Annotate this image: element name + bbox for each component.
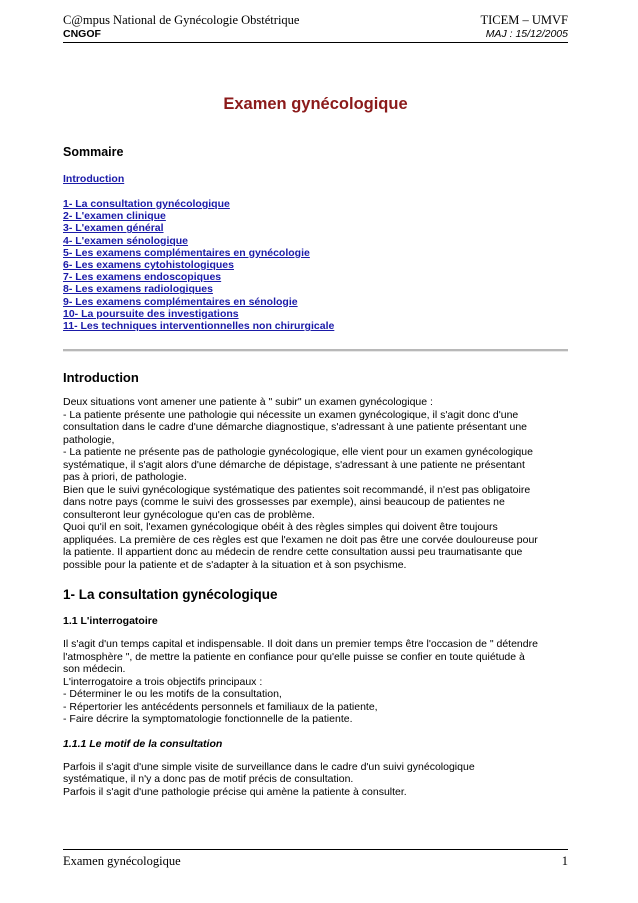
text-line: - Faire décrire la symptomatologie fonctionnelle de la patiente. <box>63 713 353 726</box>
text-line: systématique, il s'agit alors d'une démarche de dépistage, s'adressant à une patiente ne présentant <box>63 458 525 471</box>
text-line: la patiente. Il appartient donc au médecin de rendre cette consultation aussi peu traumatisante que <box>63 546 523 559</box>
text-line: - La patiente ne présente pas de pathologie gynécologique, elle vient pour un examen gynécologique <box>63 446 533 459</box>
toc-link-6[interactable]: 6- Les examens cytohistologiques <box>63 259 234 272</box>
page-number: 1 <box>561 854 568 868</box>
text-line: Bien que le suivi gynécologique systématique des patientes soit recommandé, il n'est pas obligatoire <box>63 483 531 496</box>
page-content <box>63 88 568 798</box>
page-footer <box>63 849 568 869</box>
subsection-1-1-1-body <box>63 761 568 799</box>
text-line: Quoi qu'il en soit, l'examen gynécologique obéit à des règles simples qui doivent être toujours <box>63 521 498 534</box>
header-cngof: CNGOF <box>63 28 101 40</box>
subsection-1-1-heading: 1.1 L'interrogatoire <box>63 615 158 628</box>
text-line: appliquées. La première de ces règles est que l'examen ne doit pas être une corvée douloureuse pour <box>63 533 538 546</box>
header-ticem: TICEM – UMVF <box>480 13 568 27</box>
text-line: - Répertorier les antécédents personnels et familiaux de la patiente, <box>63 700 378 713</box>
footer-title: Examen gynécologique <box>63 854 181 868</box>
text-line: possible pour la patiente et de s'adapter à la situation et à son psychisme. <box>63 558 407 571</box>
section1-heading: 1- La consultation gynécologique <box>63 587 278 603</box>
toc-link-7[interactable]: 7- Les examens endoscopiques <box>63 271 222 284</box>
header-update-date: MAJ : 15/12/2005 <box>485 28 568 40</box>
toc-link-3[interactable]: 3- L'examen général <box>63 222 164 235</box>
text-line: son médecin. <box>63 663 126 676</box>
text-line: - La patiente présente une pathologie qui nécessite un examen gynécologique, il s'agit donc d'une <box>63 408 519 421</box>
section-separator <box>63 349 568 352</box>
text-line: Parfois il s'agit d'une pathologie précise qui amène la patiente à consulter. <box>63 785 407 798</box>
introduction-body <box>63 396 568 571</box>
toc-list <box>63 198 568 332</box>
text-line: l'atmosphère ", de mettre la patiente en confiance pour qu'elle puisse se confier en toute quiétude à <box>63 650 525 663</box>
text-line: Deux situations vont amener une patiente à " subir" un examen gynécologique : <box>63 396 433 409</box>
toc-link-11[interactable]: 11- Les techniques interventionnelles non chirurgicale <box>63 320 335 333</box>
page-header <box>63 12 568 43</box>
text-line: consultation dans le cadre d'une démarche diagnostique, s'adressant à une patiente présentant une <box>63 421 527 434</box>
text-line: consulteront leur gynécologue qu'en cas de problème. <box>63 508 315 521</box>
toc-link-introduction[interactable]: Introduction <box>63 173 125 185</box>
introduction-heading: Introduction <box>63 370 139 386</box>
toc-link-2[interactable]: 2- L'examen clinique <box>63 210 166 223</box>
text-line: L'interrogatoire a trois objectifs principaux : <box>63 675 263 688</box>
header-campus: C@mpus National de Gynécologie Obstétrique <box>63 13 300 27</box>
text-line: dans notre pays (comme le suivi des grossesses par exemple), ainsi beaucoup de patientes ne <box>63 496 505 509</box>
text-line: Parfois il s'agit d'une simple visite de surveillance dans le cadre d'un suivi gynécologique <box>63 760 475 773</box>
toc-introduction <box>63 173 568 186</box>
toc-link-9[interactable]: 9- Les examens complémentaires en sénologie <box>63 295 298 308</box>
text-line: - Déterminer le ou les motifs de la consultation, <box>63 688 282 701</box>
toc-link-1[interactable]: 1- La consultation gynécologique <box>63 198 230 210</box>
toc-link-4[interactable]: 4- L'examen sénologique <box>63 234 189 247</box>
text-line: systématique, il n'y a donc pas de motif précis de consultation. <box>63 773 354 786</box>
subsection-1-1-body <box>63 638 568 726</box>
toc-link-5[interactable]: 5- Les examens complémentaires en gynécologie <box>63 246 310 259</box>
text-line: pathologie, <box>63 433 115 446</box>
document-title: Examen gynécologique <box>223 95 408 113</box>
text-line: pas à priori, de pathologie. <box>63 471 187 484</box>
toc-link-8[interactable]: 8- Les examens radiologiques <box>63 283 213 296</box>
header-rule <box>63 42 568 43</box>
text-line: Il s'agit d'un temps capital et indispensable. Il doit dans un premier temps être l'occasion de " détendre <box>63 638 538 651</box>
toc-link-10[interactable]: 10- La poursuite des investigations <box>63 307 239 320</box>
subsection-1-1-1-heading: 1.1.1 Le motif de la consultation <box>63 737 223 750</box>
sommaire-heading: Sommaire <box>63 145 124 159</box>
